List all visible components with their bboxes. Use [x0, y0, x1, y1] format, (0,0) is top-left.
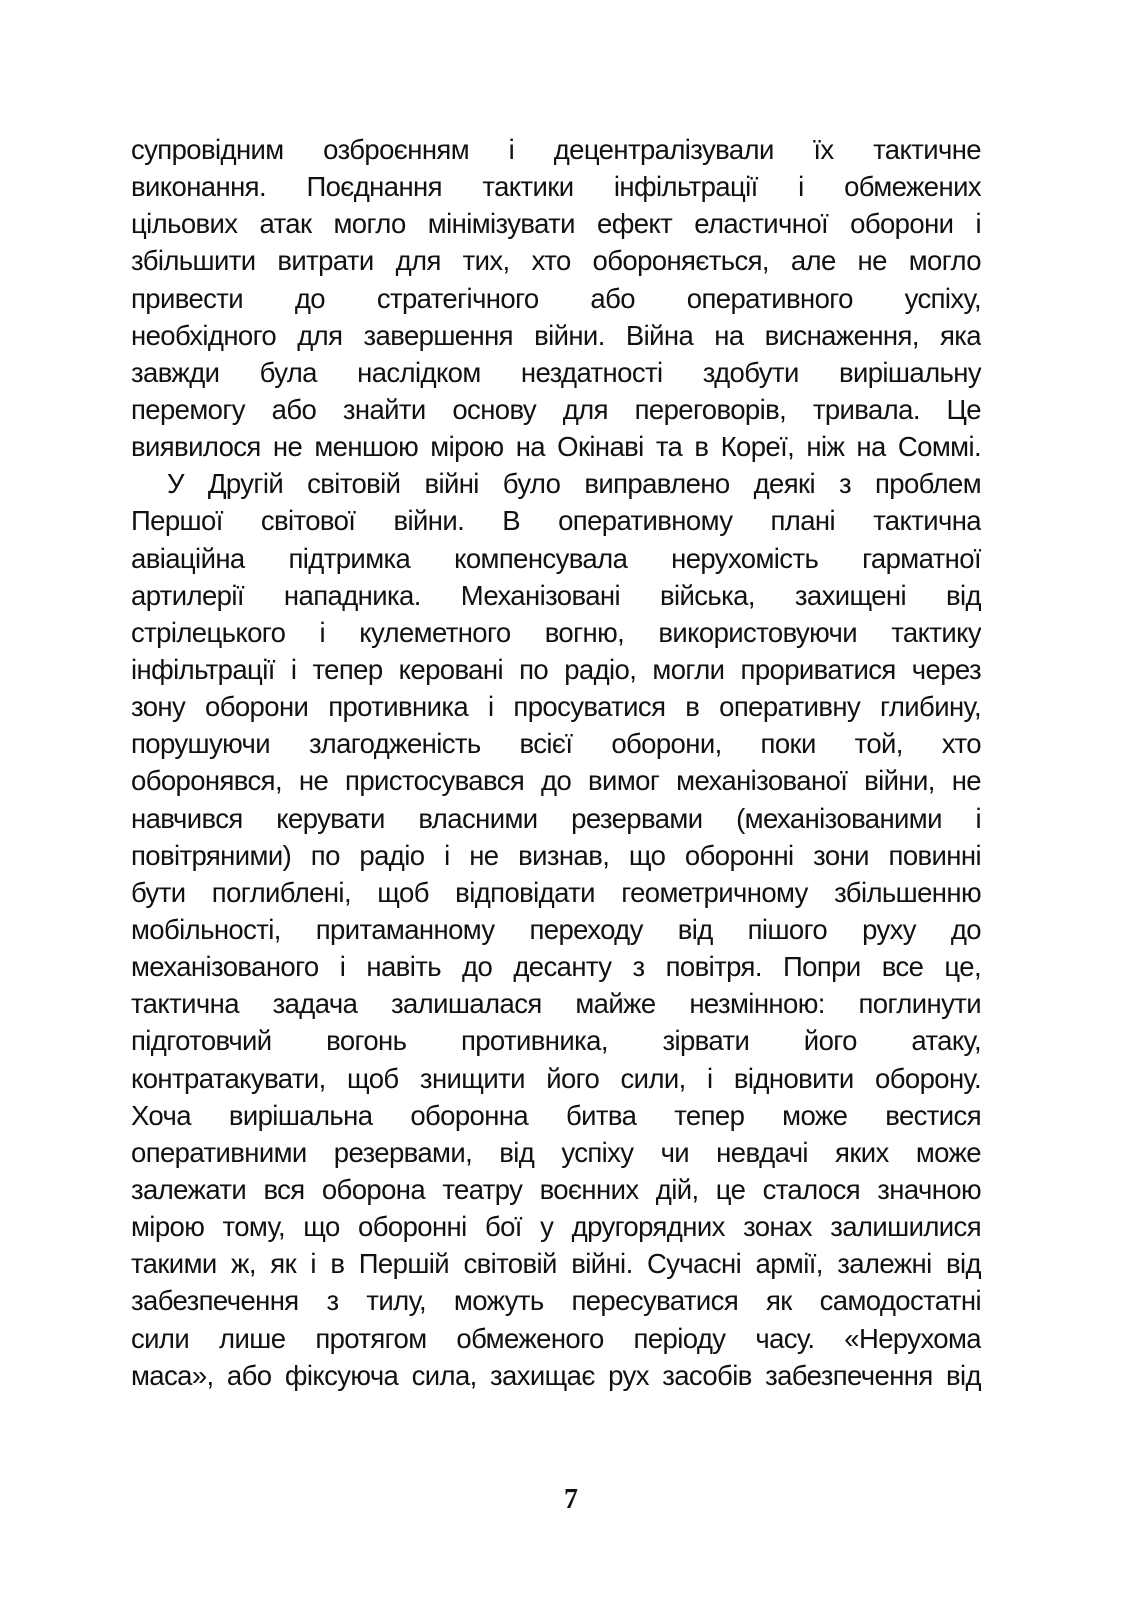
- text-line: Першої світової війни. В оперативному плані тактична: [131, 505, 981, 537]
- text-line: авіаційна підтримка компенсувала нерухомість гарматної: [131, 542, 981, 574]
- text-line-indented: У Другій світовій війні було виправлено деякі з проблем: [167, 468, 981, 500]
- text-line: тактична задача залишалася майже незмінною: поглинути: [131, 988, 981, 1020]
- page-number: 7: [564, 1484, 578, 1515]
- text-line: бути поглиблені, щоб відповідати геометричному збільшенню: [131, 876, 981, 908]
- text-line: Хоча вирішальна оборонна битва тепер може вестися: [131, 1099, 981, 1131]
- text-line: збільшити витрати для тих, хто обороняється, але не могло: [131, 245, 981, 277]
- text-line: оборонявся, не пристосувався до вимог механізованої війни, не: [131, 765, 981, 797]
- text-line: зону оборони противника і просуватися в оперативну глибину,: [131, 691, 981, 723]
- body-text: [131, 131, 981, 1431]
- text-line: супровідним озброєнням і децентралізували їх тактичне: [131, 134, 981, 165]
- text-line: такими ж, як і в Першій світовій війні. Сучасні армії, залежні від: [131, 1248, 981, 1280]
- text-line: мірою тому, що оборонні бої у другорядних зонах залишилися: [131, 1211, 981, 1243]
- text-line: оперативними резервами, від успіху чи невдачі яких може: [131, 1136, 981, 1168]
- text-line: [131, 1394, 981, 1431]
- text-line: механізованого і навіть до десанту з повітря. Попри все це,: [131, 951, 981, 983]
- text-line: стрілецького і кулеметного вогню, використовуючи тактику: [131, 616, 981, 648]
- text-line: привести до стратегічного або оперативного успіху,: [131, 282, 981, 314]
- text-line: підготовчий вогонь противника, зірвати його атаку,: [131, 1025, 981, 1057]
- text-line: інфільтрації і тепер керовані по радіо, могли прориватися через: [131, 653, 981, 685]
- text-line: необхідного для завершення війни. Війна на виснаження, яка: [131, 319, 981, 351]
- text-line: сили лише протягом обмеженого періоду часу. «Нерухома: [131, 1322, 981, 1354]
- text-line: мобільності, притаманному переходу від пішого руху до: [131, 913, 981, 945]
- text-line: навчився керувати власними резервами (механізованими і: [131, 802, 981, 834]
- text-line: цільових атак могло мінімізувати ефект еластичної оборони і: [131, 208, 981, 240]
- text-line: виконання. Поєднання тактики інфільтрації і обмежених: [131, 171, 981, 203]
- text-line: порушуючи злагодженість всієї оборони, поки той, хто: [131, 728, 981, 760]
- text-line: контратакувати, щоб знищити його сили, і відновити оборону.: [131, 1062, 981, 1094]
- text-line: перемогу або знайти основу для переговорів, тривала. Це: [131, 393, 981, 425]
- text-line: виявилося не меншою мірою на Окінаві та в Кореї, ніж на Соммі.: [131, 431, 981, 463]
- text-line: артилерії нападника. Механізовані війська, захищені від: [131, 579, 981, 611]
- text-line: забезпечення з тилу, можуть пересуватися як самодостатні: [131, 1285, 981, 1317]
- text-line: залежати вся оборона театру воєнних дій, це сталося значною: [131, 1173, 981, 1205]
- text-line: маса», або фіксуюча сила, захищає рух засобів забезпечення від: [131, 1359, 981, 1391]
- text-line: завжди була наслідком нездатності здобути вирішальну: [131, 356, 981, 388]
- text-line: повітряними) по радіо і не визнав, що оборонні зони повинні: [131, 839, 981, 871]
